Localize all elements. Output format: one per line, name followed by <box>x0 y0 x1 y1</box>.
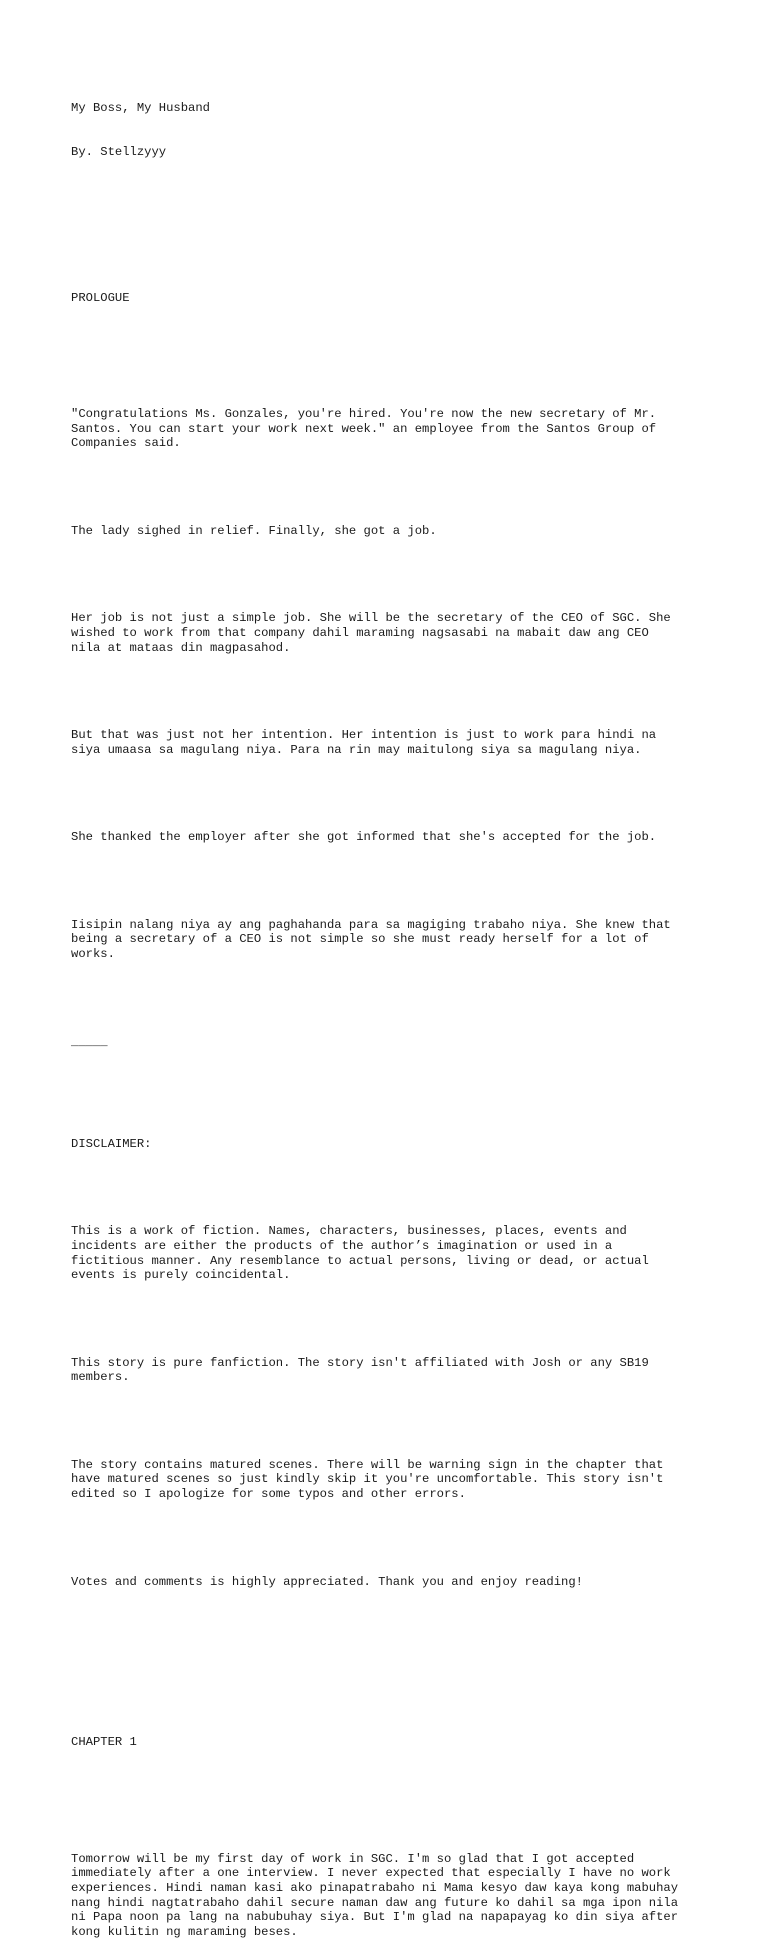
prologue-paragraph: But that was just not her intention. Her intention is just to work para hindi na siya umaasa sa magulang niya. Para na rin may maitulong siya sa magulang niya. <box>71 728 657 757</box>
prologue-paragraph: Her job is not just a simple job. She will be the secretary of the CEO of SGC. She wished to work from that company dahil maraming nagsasabi na mabait daw ang CEO nila at mataas din magpasahod. <box>71 611 671 655</box>
prologue-paragraph: "Congratulations Ms. Gonzales, you're hired. You're now the new secretary of Mr. Santos. You can start your work next week." an employee from the Santos Group of Companies said. <box>71 407 657 451</box>
disclaimer-paragraph: The story contains matured scenes. There will be warning sign in the chapter that have matured scenes so just kindly skip it you're uncomfortable. This story isn't edited so I apologize for some typos and other errors. <box>71 1457 664 1502</box>
disclaimer-paragraph: This is a work of fiction. Names, characters, businesses, places, events and incidents are either the products of the author’s imagination or used in a fictitious manner. Any resemblance to actual persons, living or dead, or actual events is purely coincidental. <box>71 1224 649 1283</box>
prologue-paragraph: She thanked the employer after she got informed that she's accepted for the job. <box>71 830 657 845</box>
prologue-heading: PROLOGUE <box>71 290 130 305</box>
prologue-paragraph: The lady sighed in relief. Finally, she got a job. <box>71 523 437 538</box>
author-byline: By. Stellzyyy <box>71 144 167 159</box>
disclaimer-paragraph: Votes and comments is highly appreciated. Thank you and enjoy reading! <box>71 1574 583 1589</box>
document-title: My Boss, My Husband <box>71 101 210 116</box>
disclaimer-paragraph: This story is pure fanfiction. The story isn't affiliated with Josh or any SB19 members. <box>71 1355 649 1385</box>
section-separator: _____ <box>71 1034 108 1049</box>
prologue-paragraph: Iisipin nalang niya ay ang paghahanda para sa magiging trabaho niya. She knew that being a secretary of a CEO is not simple so she must ready herself for a lot of works. <box>71 917 671 962</box>
document-page <box>71 72 711 1954</box>
chapter-heading: CHAPTER 1 <box>71 1735 137 1750</box>
disclaimer-heading: DISCLAIMER: <box>71 1136 152 1151</box>
chapter-paragraph: Tomorrow will be my first day of work in SGC. I'm so glad that I got accepted immediately after a one interview. I never expected that especially I have no work experiences. Hindi naman kasi ako pinapatrabaho ni Mama kesyo daw kaya kong mabuhay nang hindi nagtatrabaho dahil secure naman daw ang future ko dahil sa mga ipon nila ni Papa noon pa lang na nabubuhay siya. But I'm glad na napapayag ko din siya after kong kulitin ng maraming beses. <box>71 1851 679 1939</box>
